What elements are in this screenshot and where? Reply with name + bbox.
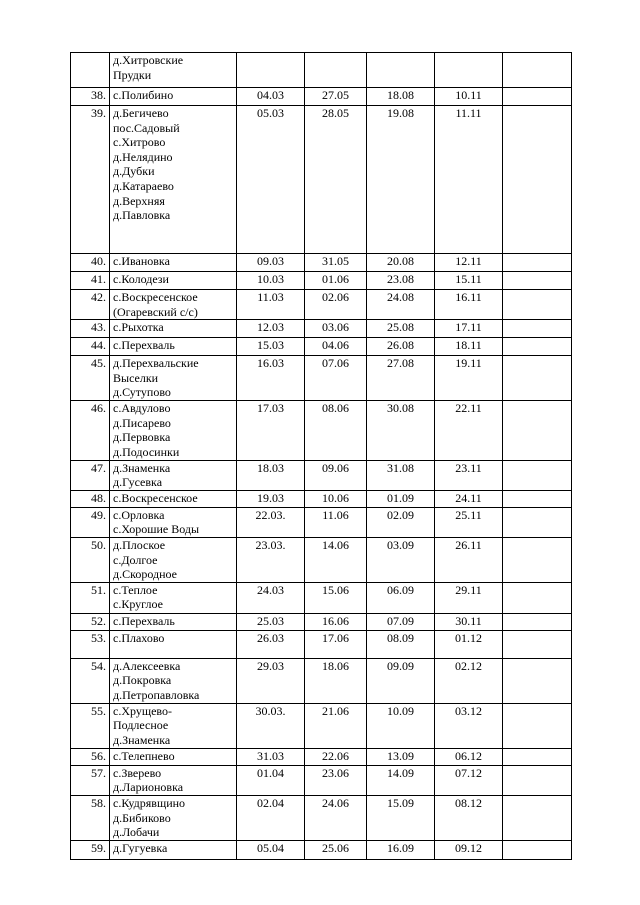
row-number: 58. — [71, 795, 110, 840]
settlement-name: д.Покровка — [113, 673, 172, 688]
visit-date-1: 29.03 — [237, 658, 305, 703]
row-number: 40. — [71, 254, 110, 272]
settlement-name: с.Орловка — [113, 507, 165, 522]
settlements-cell — [110, 658, 237, 703]
visit-date-2: 01.06 — [305, 272, 367, 290]
table-row — [71, 290, 572, 320]
visit-date-2: 23.06 — [305, 765, 367, 795]
visit-date-2: 16.06 — [305, 613, 367, 630]
settlement-name: с.Колодези — [113, 272, 169, 286]
settlement-name: с.Авдулово — [113, 401, 171, 416]
settlements-cell — [110, 507, 237, 537]
settlement-name: с.Теплое — [113, 582, 158, 597]
visit-date-3: 18.08 — [367, 88, 435, 106]
note-cell — [503, 320, 572, 338]
visit-date-1: 31.03 — [237, 748, 305, 765]
row-number: 50. — [71, 537, 110, 582]
visit-date-2: 25.06 — [305, 840, 367, 859]
settlement-name: с.Долгое — [113, 552, 158, 567]
settlement-name: Прудки — [113, 67, 152, 82]
visit-date-4: 19.11 — [435, 356, 503, 401]
note-cell — [503, 765, 572, 795]
settlement-name: с.Полибино — [113, 88, 174, 102]
visit-date-4: 15.11 — [435, 272, 503, 290]
row-number: 45. — [71, 356, 110, 401]
visit-date-3: 26.08 — [367, 338, 435, 356]
settlements-cell — [110, 272, 237, 290]
settlement-name: с.Хрущево- — [113, 703, 172, 718]
visit-date-2: 07.06 — [305, 356, 367, 401]
visit-date-2: 28.05 — [305, 106, 367, 254]
visit-date-4: 23.11 — [435, 460, 503, 490]
note-cell — [503, 254, 572, 272]
settlements-cell — [110, 748, 237, 765]
note-cell — [503, 582, 572, 613]
settlement-name: д.Первовка — [113, 430, 171, 445]
visit-date-3: 06.09 — [367, 582, 435, 613]
table-row — [71, 765, 572, 795]
settlement-name: с.Воскресенское — [113, 490, 198, 505]
visit-date-4: 16.11 — [435, 290, 503, 320]
row-number: 59. — [71, 840, 110, 859]
settlement-name: д.Катараево — [113, 178, 174, 193]
settlement-name: с.Круглое — [113, 597, 163, 612]
visit-date-1: 15.03 — [237, 338, 305, 356]
settlement-name: пос.Садовый — [113, 120, 180, 135]
table-row — [71, 460, 572, 490]
visit-date-3: 23.08 — [367, 272, 435, 290]
settlement-name: д.Знаменка — [113, 732, 171, 747]
visit-date-2: 24.06 — [305, 795, 367, 840]
row-number — [71, 53, 110, 88]
settlement-name: д.Верхняя — [113, 193, 165, 208]
row-number: 41. — [71, 272, 110, 290]
settlement-name: д.Плоское — [113, 537, 166, 552]
visit-date-2: 22.06 — [305, 748, 367, 765]
visit-date-2: 02.06 — [305, 290, 367, 320]
visit-date-2: 03.06 — [305, 320, 367, 338]
visit-date-2: 17.06 — [305, 630, 367, 658]
settlements-cell — [110, 582, 237, 613]
settlement-name: с.Перехваль — [113, 613, 175, 628]
note-cell — [503, 840, 572, 859]
note-cell — [503, 53, 572, 88]
settlement-name: д.Бибиково — [113, 810, 171, 825]
visit-date-4: 24.11 — [435, 490, 503, 507]
visit-date-1: 01.04 — [237, 765, 305, 795]
settlements-cell — [110, 460, 237, 490]
settlement-name: д.Писарево — [113, 415, 171, 430]
note-cell — [503, 748, 572, 765]
table-row — [71, 537, 572, 582]
table-row — [71, 840, 572, 859]
row-number: 48. — [71, 490, 110, 507]
row-number: 42. — [71, 290, 110, 320]
note-cell — [503, 401, 572, 460]
visit-date-4: 01.12 — [435, 630, 503, 658]
visit-date-3: 24.08 — [367, 290, 435, 320]
visit-date-1: 16.03 — [237, 356, 305, 401]
visit-date-2: 10.06 — [305, 490, 367, 507]
visit-date-3: 31.08 — [367, 460, 435, 490]
visit-date-2: 21.06 — [305, 703, 367, 748]
visit-date-4: 08.12 — [435, 795, 503, 840]
settlements-cell — [110, 630, 237, 658]
schedule-table — [70, 52, 572, 860]
visit-date-1: 04.03 — [237, 88, 305, 106]
settlements-cell — [110, 106, 237, 254]
settlements-cell — [110, 290, 237, 320]
row-number: 57. — [71, 765, 110, 795]
note-cell — [503, 703, 572, 748]
settlements-cell — [110, 401, 237, 460]
visit-date-3: 14.09 — [367, 765, 435, 795]
table-row — [71, 88, 572, 106]
settlements-cell — [110, 765, 237, 795]
settlement-name: с.Хитрово — [113, 135, 166, 150]
visit-date-3: 07.09 — [367, 613, 435, 630]
note-cell — [503, 106, 572, 254]
visit-date-3: 27.08 — [367, 356, 435, 401]
row-number: 49. — [71, 507, 110, 537]
visit-date-4: 10.11 — [435, 88, 503, 106]
settlement-name: с.Ивановка — [113, 254, 170, 268]
table-row — [71, 272, 572, 290]
settlement-name: д.Гугуевка — [113, 840, 168, 855]
settlement-name: д.Подосинки — [113, 444, 180, 459]
visit-date-4: 22.11 — [435, 401, 503, 460]
row-number: 55. — [71, 703, 110, 748]
visit-date-4: 11.11 — [435, 106, 503, 254]
settlements-cell — [110, 795, 237, 840]
row-number: 39. — [71, 106, 110, 254]
settlements-cell — [110, 356, 237, 401]
visit-date-2: 18.06 — [305, 658, 367, 703]
settlements-cell — [110, 490, 237, 507]
settlements-cell — [110, 88, 237, 106]
visit-date-3: 01.09 — [367, 490, 435, 507]
visit-date-4: 12.11 — [435, 254, 503, 272]
settlement-name: с.Плахово — [113, 630, 165, 645]
note-cell — [503, 795, 572, 840]
note-cell — [503, 356, 572, 401]
visit-date-4: 30.11 — [435, 613, 503, 630]
note-cell — [503, 88, 572, 106]
visit-date-3: 25.08 — [367, 320, 435, 338]
visit-date-1: 22.03. — [237, 507, 305, 537]
settlement-name: д.Гусевка — [113, 475, 163, 490]
settlement-name: д.Лобачи — [113, 825, 160, 840]
visit-date-4: 25.11 — [435, 507, 503, 537]
settlements-cell — [110, 53, 237, 88]
visit-date-1: 05.03 — [237, 106, 305, 254]
settlement-name: д.Бегичево — [113, 106, 169, 120]
visit-date-1: 11.03 — [237, 290, 305, 320]
settlement-name: с.Хорошие Воды — [113, 522, 200, 537]
visit-date-1 — [237, 53, 305, 88]
settlement-name: д.Нелядино — [113, 149, 173, 164]
row-number: 51. — [71, 582, 110, 613]
visit-date-2: 15.06 — [305, 582, 367, 613]
settlements-cell — [110, 537, 237, 582]
visit-date-4: 06.12 — [435, 748, 503, 765]
visit-date-4: 29.11 — [435, 582, 503, 613]
settlement-name: Выселки — [113, 370, 159, 385]
table-row — [71, 582, 572, 613]
visit-date-3: 08.09 — [367, 630, 435, 658]
row-number: 54. — [71, 658, 110, 703]
visit-date-2: 11.06 — [305, 507, 367, 537]
visit-date-1: 23.03. — [237, 537, 305, 582]
visit-date-1: 19.03 — [237, 490, 305, 507]
note-cell — [503, 507, 572, 537]
visit-date-3: 15.09 — [367, 795, 435, 840]
visit-date-1: 12.03 — [237, 320, 305, 338]
row-number: 44. — [71, 338, 110, 356]
settlement-name: д.Алексеевка — [113, 658, 181, 673]
settlement-name: д.Ларионовка — [113, 780, 184, 795]
visit-date-4: 18.11 — [435, 338, 503, 356]
note-cell — [503, 613, 572, 630]
row-number: 43. — [71, 320, 110, 338]
note-cell — [503, 630, 572, 658]
visit-date-4 — [435, 53, 503, 88]
settlement-name: д.Петропавловка — [113, 687, 200, 702]
visit-date-4: 07.12 — [435, 765, 503, 795]
note-cell — [503, 460, 572, 490]
table-row — [71, 507, 572, 537]
table-row — [71, 795, 572, 840]
settlement-name: с.Телепнево — [113, 748, 175, 763]
settlement-name: д.Знаменка — [113, 460, 171, 475]
table-row — [71, 401, 572, 460]
settlement-name: с.Воскресенское — [113, 290, 198, 304]
visit-date-1: 18.03 — [237, 460, 305, 490]
row-number: 56. — [71, 748, 110, 765]
visit-date-4: 02.12 — [435, 658, 503, 703]
visit-date-3: 03.09 — [367, 537, 435, 582]
settlement-name: д.Сутупово — [113, 385, 171, 400]
note-cell — [503, 490, 572, 507]
table-row — [71, 630, 572, 658]
visit-date-3 — [367, 53, 435, 88]
visit-date-2: 08.06 — [305, 401, 367, 460]
visit-date-2 — [305, 53, 367, 88]
table-row — [71, 320, 572, 338]
table-row — [71, 613, 572, 630]
table-row — [71, 490, 572, 507]
visit-date-1: 09.03 — [237, 254, 305, 272]
settlements-cell — [110, 254, 237, 272]
settlements-cell — [110, 840, 237, 859]
row-number: 52. — [71, 613, 110, 630]
note-cell — [503, 537, 572, 582]
visit-date-2: 27.05 — [305, 88, 367, 106]
visit-date-3: 13.09 — [367, 748, 435, 765]
visit-date-3: 09.09 — [367, 658, 435, 703]
settlement-name: с.Кудрявщино — [113, 795, 186, 810]
settlement-name: Подлесное — [113, 718, 169, 733]
settlements-cell — [110, 320, 237, 338]
visit-date-1: 24.03 — [237, 582, 305, 613]
table-row — [71, 106, 572, 254]
visit-date-1: 25.03 — [237, 613, 305, 630]
settlement-name: (Огаревский с/с) — [113, 304, 198, 319]
table-row — [71, 748, 572, 765]
settlement-name: с.Рыхотка — [113, 320, 164, 335]
schedule-rows — [71, 53, 572, 860]
table-row — [71, 338, 572, 356]
settlement-name: с.Перехваль — [113, 338, 175, 353]
visit-date-1: 17.03 — [237, 401, 305, 460]
visit-date-3: 02.09 — [367, 507, 435, 537]
row-number: 53. — [71, 630, 110, 658]
visit-date-1: 10.03 — [237, 272, 305, 290]
visit-date-3: 19.08 — [367, 106, 435, 254]
visit-date-3: 20.08 — [367, 254, 435, 272]
settlement-name: д.Скородное — [113, 567, 177, 582]
note-cell — [503, 290, 572, 320]
settlement-name: д.Перехвальские — [113, 356, 199, 371]
row-number: 47. — [71, 460, 110, 490]
note-cell — [503, 272, 572, 290]
visit-date-2: 14.06 — [305, 537, 367, 582]
visit-date-3: 16.09 — [367, 840, 435, 859]
visit-date-3: 10.09 — [367, 703, 435, 748]
visit-date-2: 09.06 — [305, 460, 367, 490]
table-row — [71, 703, 572, 748]
visit-date-1: 05.04 — [237, 840, 305, 859]
visit-date-2: 31.05 — [305, 254, 367, 272]
note-cell — [503, 658, 572, 703]
settlements-cell — [110, 338, 237, 356]
table-row — [71, 254, 572, 272]
settlements-cell — [110, 613, 237, 630]
table-row — [71, 53, 572, 88]
settlement-name: с.Зверево — [113, 765, 162, 780]
settlements-cell — [110, 703, 237, 748]
row-number: 38. — [71, 88, 110, 106]
table-row — [71, 356, 572, 401]
visit-date-1: 30.03. — [237, 703, 305, 748]
visit-date-1: 02.04 — [237, 795, 305, 840]
visit-date-1: 26.03 — [237, 630, 305, 658]
visit-date-4: 03.12 — [435, 703, 503, 748]
visit-date-4: 17.11 — [435, 320, 503, 338]
table-row — [71, 658, 572, 703]
visit-date-4: 26.11 — [435, 537, 503, 582]
row-number: 46. — [71, 401, 110, 460]
note-cell — [503, 338, 572, 356]
settlement-name: д.Хитровские — [113, 53, 184, 67]
settlement-name: д.Дубки — [113, 164, 155, 179]
visit-date-2: 04.06 — [305, 338, 367, 356]
visit-date-3: 30.08 — [367, 401, 435, 460]
visit-date-4: 09.12 — [435, 840, 503, 859]
settlement-name: д.Павловка — [113, 208, 171, 223]
